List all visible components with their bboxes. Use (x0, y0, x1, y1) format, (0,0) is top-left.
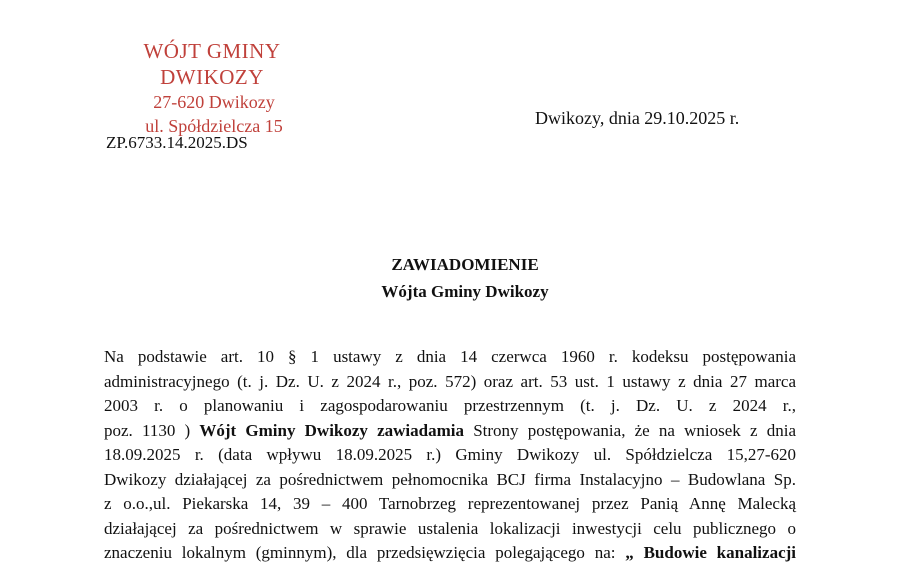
body-line-text: znaczeniu lokalnym (gminnym), dla przedsięwzięcia polegającego na: (104, 543, 616, 562)
stamp-office-name: WÓJT GMINY DWIKOZY (143, 39, 281, 89)
document-title: ZAWIADOMIENIE (391, 255, 539, 274)
place-date: Dwikozy, dnia 29.10.2025 r. (535, 108, 740, 128)
body-line: 18.09.2025 r. (data wpływu 18.09.2025 r.) Gminy Dwikozy ul. Spółdzielcza 15,27-620 (104, 445, 796, 464)
office-stamp (112, 38, 312, 138)
body-line: Na podstawie art. 10 § 1 ustawy z dnia 14 czerwca 1960 r. kodeksu postępowania (104, 347, 796, 366)
reference-number: ZP.6733.14.2025.DS (106, 133, 248, 152)
body-line: z o.o.,ul. Piekarska 14, 39 – 400 Tarnobrzeg reprezentowanej przez Panią Annę Malecką (104, 494, 796, 513)
body-line-emphasis: Wójt Gminy Dwikozy zawiadamia (199, 420, 464, 440)
body-line: Dwikozy działającej za pośrednictwem pełnomocnika BCJ firma Instalacyjno – Budowlana Sp. (104, 469, 796, 489)
stamp-postal-code: 27-620 Dwikozy (153, 92, 275, 112)
body-line: administracyjnego (t. j. Dz. U. z 2024 r., poz. 572) oraz art. 53 ust. 1 ustawy z dnia 27 marca (104, 371, 796, 391)
body-line-text: Strony postępowania, że na wniosek z dnia (473, 420, 796, 440)
body-line-emphasis: „ Budowie kanalizacji (625, 543, 797, 562)
document-subtitle: Wójta Gminy Dwikozy (381, 282, 549, 301)
body-line (104, 419, 796, 444)
body-line (104, 541, 796, 566)
body-line-text: poz. 1130 ) (104, 420, 191, 440)
body-line: 2003 r. o planowaniu i zagospodarowaniu przestrzennym (t. j. Dz. U. z 2024 r., (104, 396, 796, 415)
body-line: działającej za pośrednictwem w sprawie ustalenia lokalizacji inwestycji celu publicznego o (104, 518, 796, 538)
notice-body (104, 345, 796, 566)
stamp-street: ul. Spółdzielcza 15 (145, 116, 283, 136)
